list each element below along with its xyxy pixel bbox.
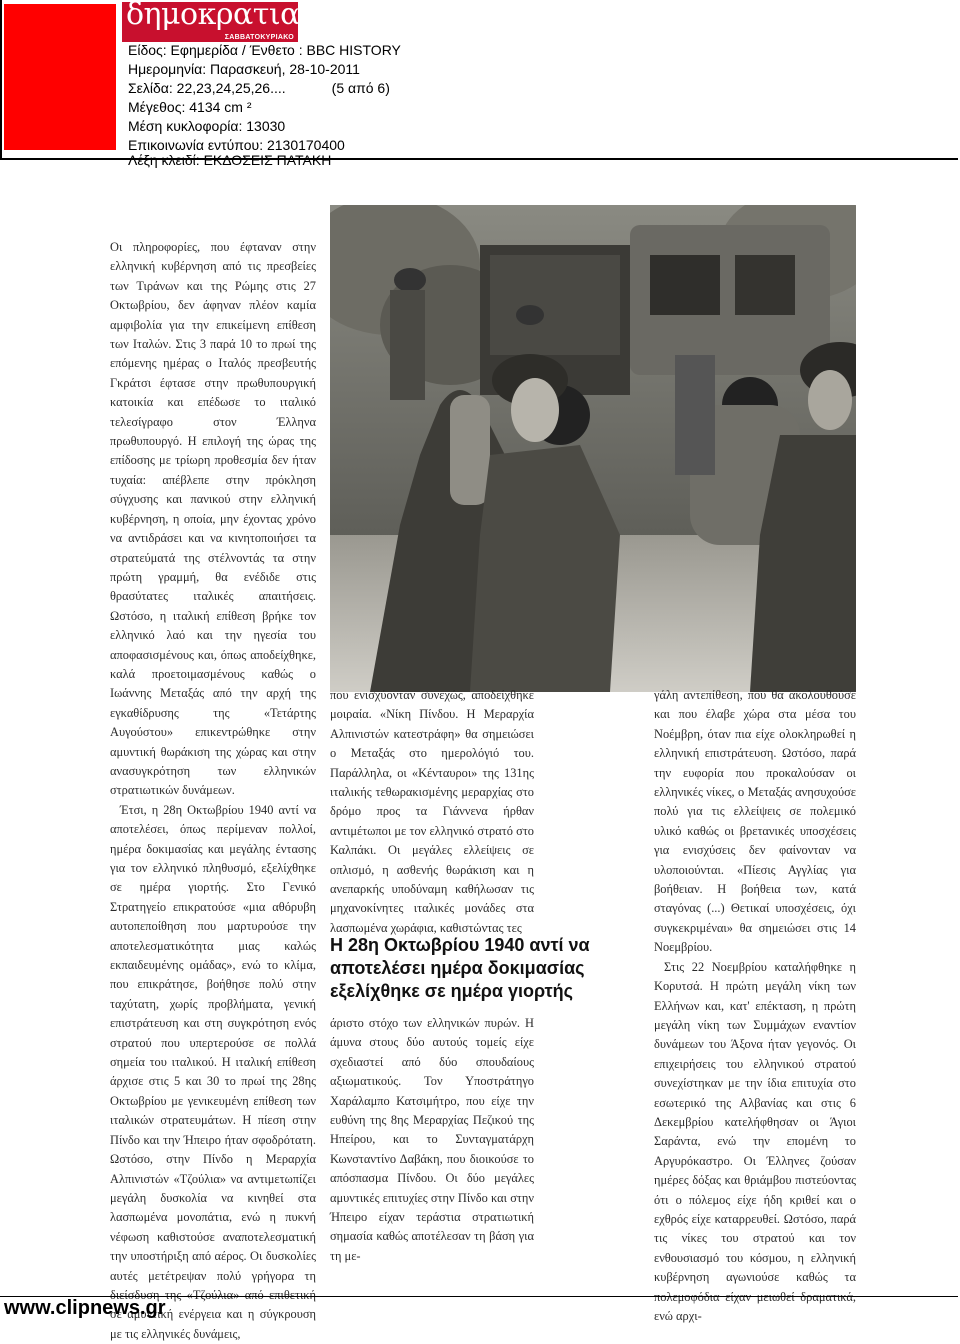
- article-column-2-top: [330, 686, 534, 938]
- meta-size: Μέγεθος: 4134 cm ²: [128, 99, 252, 115]
- article-column-3: [654, 686, 856, 1326]
- article-paragraph: γάλη αντεπίθεση, που θα ακολουθούσε και που έλαβε χώρα στα μέσα του Νοέμβρη, όταν πια είχε ολοκληρωθεί η ελληνική επιστράτευση. Ωστόσο, παρά την ευφορία που προκαλούσαν οι ελληνικές νίκες, ο Μεταξάς ανησυχούσε πολύ για τις ελλείψεις σε πολεμικό υλικό καθώς οι βρετανικές υποσχέσεις για ενισχύσεις δεν φαίνονταν να υλοποιούνται. «Πίεσις Αγγλίας για βοήθειαν. Η βοήθεια των, κατά σταγόνας (...) Θετικαί υποσχέσεις, όχι συγκεκριμέναι» θα σημειώσει στις 14 Νοεμβρίου.: [654, 688, 856, 955]
- clipping-metadata: [128, 41, 401, 155]
- article-column-2-bottom: [330, 1014, 534, 1266]
- article-paragraph: Οι πληροφορίες, που έφταναν στην ελληνική κυβέρνηση από τις πρεσβείες των Τιράνων και της Ρώμης στις 27 Οκτωβρίου, δεν άφηναν πλέον καμία αμφιβολία για την επικείμενη επίθεση των Ιταλών. Στις 3 παρά 10 το πρωί της επόμενης ημέρας ο Ιταλός πρεσβευτής Γκράτσι έφτασε στην πρωθυπουργική κατοικία και επέδωσε το ιταλικό τελεσίγραφο στον Έλληνα πρωθυπουργό. Η επιλογή της ώρας της επίδοσης με τρίωρη προθεσμία δεν ήταν τυχαία: απέβλεπε στην πρόκληση σύγχυσης και πανικού στην ελληνική κυβέρνηση, η οποία, μην έχοντας χρόνο να αντιδράσει και να κινητοποιήσει τα στρατεύματά της στέλνοντάς τα στην πρώτη γραμμή, θα ενέδιδε στις θρασύτατες ιταλικές απαιτήσεις. Ωστόσο, η ιταλική επίθεση βρήκε τον ελληνικό λαό και την ηγεσία του αποφασισμένους και, όπως αποδείχθηκε, καλά προετοιμασμένους καθώς ο Ιωάννης Μεταξάς από την αρχή της εγκαθίδρυσης της «Τετάρτης Αυγούστου» επικεντρώθηκε στην αμυντική θωράκιση της χώρας και στην ανασυγκρότηση των ελληνικών στρατιωτικών δυνάμεων.: [110, 240, 316, 798]
- logo-subtitle: ΣΑΒΒΑΤΟΚΥΡΙΑΚΟ: [224, 34, 294, 41]
- meta-pages-row: [128, 79, 401, 98]
- article-column-1: [110, 238, 316, 1344]
- article-paragraph: που ενισχύονταν συνεχώς, αποδείχθηκε μοιραία. «Νίκη Πίνδου. Η Μεραρχία Αλπινιστών κατεστράφη» θα σημειώσει ο Μεταξάς στο ημερολόγιό του. Παράλληλα, οι «Κένταυροι» της 131ης ιταλικής τεθωρακισμένης μεραρχίας στο δρόμο προς τα Γιάννενα ήρθαν αντιμέτωποι με τον ελληνικό στρατό στο Καλπάκι. Οι μεγάλες ελλείψεις σε οπλισμό, η ασθενής θωράκιση και η ανεπαρκής υποδύναμη καθήλωσαν τις μηχανοκίνητες ιταλικές μονάδες στα λασπωμένα χωράφια, καθιστώντας τες: [330, 688, 534, 935]
- article-paragraph: Στις 22 Νοεμβρίου καταλήφθηκε η Κορυτσά. Η πρώτη μεγάλη νίκη των Ελλήνων και, κατ' επέκταση, η πρώτη μεγάλη νίκη των Συμμάχων εναντίον δυνάμεων του Άξονα ήταν γεγονός. Οι επιχειρήσεις του ελληνικού στρατού συνεχίστηκαν με την ίδια επιτυχία στο εσωτερικό της Αλβανίας και στις 6 Δεκεμβρίου κατελήφθησαν οι Άγιοι Σαράντα, ενώ την επομένη το Αργυρόκαστρο. Οι Έλληνες ζούσαν ημέρες δόξας και θριάμβου πιστεύοντας ότι ο πόλεμος είχε ήδη κριθεί και ο εχθρός είχε καταρρευθεί. Ωστόσο, παρά τις νίκες του στρατού και τον ενθουσιασμό του κόσμου, η ελληνική κυβέρνηση αγωνιούσε καθώς τα πολεμοφόδια είχαν μειωθεί δραματικά, ενώ αρχι-: [654, 959, 856, 1323]
- article-paragraph: Έτσι, η 28η Οκτωβρίου 1940 αντί να αποτελέσει, όπως περίμεναν πολλοί, ημέρα δοκιμασίας και μεγάλης έντασης για τον ελληνικό πληθυσμό, εξελίχθηκε σε ημέρα γιορτής. Στο Γενικό Στρατηγείο επικρατούσε «μια αθόρυβη αυτοπεποίθηση που μαρτυρούσε την αποτελεσματικότητα μιας καλώς εκπαιδευμένης ομάδας», ενώ το κλίμα, που επικράτησε, βοήθησε πολύ στην ταχύτατη, χωρίς προβλήματα, γενική επιστράτευση και στη συγκρότηση ενός στρατού που υπερτερούσε σε πολλά σημεία του ιταλικού. Η ιταλική επίθεση άρχισε στις 5 και 30 το πρωί της 28ης Οκτωβρίου με γενικευμένη επίθεση των ιταλικών στρατευμάτων. Η πίεση στην Πίνδο και την Ήπειρο ήταν σφοδρότατη. Ωστόσο, στην Πίνδο η Μεραρχία Αλπινιστών «Τζούλια» να αντιμετωπίζει μεγάλη δυσκολία να κινηθεί στα λασπωμένα μονοπάτια, ενώ η πυκνή νέφωση καθιστούσε αναποτελεσματική την υποστήριξη από αέρος. Οι δυσκολίες αυτές μετέτρεψαν πολύ γρήγορα τη διείσδυση της «Τζούλια» από επιθετική σε αμυντική ενέργεια και η σύγκρουση με τις ελληνικές δυνάμεις,: [110, 802, 316, 1341]
- meta-circulation: Μέση κυκλοφορία: 13030: [128, 118, 286, 134]
- logo-title: δημοκρατια: [126, 0, 300, 32]
- footer-url: www.clipnews.gr: [4, 1297, 166, 1319]
- newspaper-logo: [122, 2, 298, 42]
- article-photo-soldiers: [330, 205, 856, 692]
- color-marker: [4, 4, 116, 150]
- meta-pages: Σελίδα: 22,23,24,25,26....: [128, 80, 286, 96]
- meta-contact: Επικοινωνία εντύπου: 2130170400: [128, 137, 345, 153]
- meta-date: Ημερομηνία: Παρασκευή, 28-10-2011: [128, 61, 360, 77]
- meta-page-count: (5 από 6): [331, 80, 390, 96]
- meta-type: Είδος: Εφημερίδα / Ένθετο : BBC HISTORY: [128, 42, 401, 58]
- article-paragraph: άριστο στόχο των ελληνικών πυρών. Η άμυνα στους δύο αυτούς τομείς είχε σχεδιαστεί από δύο σπουδαίους αξιωματικούς. Τον Υποστράτηγο Χαράλαμπο Κατσιμήτρο, που είχε την ευθύνη της 8ης Μεραρχίας Πεζικού της Ηπείρου, και το Συνταγματάρχη Κωνσταντίνο Δαβάκη, που διοικούσε το απόσπασμα Πίνδου. Οι δύο μεγάλες αμυντικές επιτυχίες στην Πίνδο και στην Ήπειρο είχαν τεράστια στρατιωτική σημασία καθώς αποτέλεσαν τη βάση για τη με-: [330, 1016, 534, 1263]
- meta-keyword: Λέξη κλειδί: ΕΚΔΟΣΕΙΣ ΠΑΤΑΚΗ: [128, 152, 332, 168]
- pull-quote: Η 28η Οκτωβρίου 1940 αντί να αποτελέσει ημέρα δοκιμασίας εξελίχθηκε σε ημέρα γιορτής: [330, 935, 590, 1001]
